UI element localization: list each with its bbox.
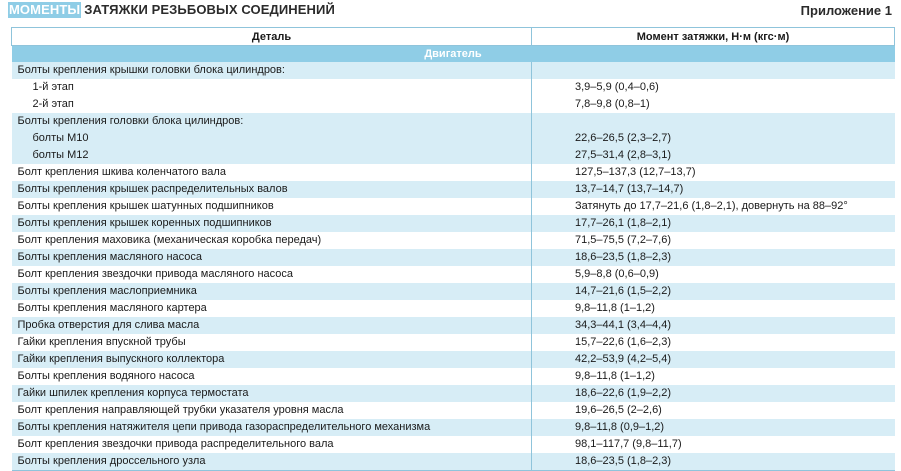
table-row: [12, 402, 895, 419]
table-row: [12, 198, 895, 215]
table-row: [12, 181, 895, 198]
torque-cell: 22,6–26,5 (2,3–2,7): [532, 130, 895, 147]
section-title: Двигатель: [12, 46, 895, 63]
page-header: [0, 0, 901, 20]
torque-cell: 98,1–117,7 (9,8–11,7): [532, 436, 895, 453]
detail-cell: Болт крепления маховика (механическая коробка передач): [12, 232, 532, 249]
table-row: [12, 283, 895, 300]
detail-cell: Болты крепления маслоприемника: [12, 283, 532, 300]
section-row: [12, 46, 895, 63]
detail-cell: 2-й этап: [12, 96, 532, 113]
torque-cell: 9,8–11,8 (1–1,2): [532, 300, 895, 317]
torque-cell: 13,7–14,7 (13,7–14,7): [532, 181, 895, 198]
table-row: [12, 147, 895, 164]
torque-cell: 9,8–11,8 (1–1,2): [532, 368, 895, 385]
torque-table: [11, 27, 895, 471]
table-row: [12, 300, 895, 317]
table-header-row: [12, 28, 895, 46]
detail-cell: Пробка отверстия для слива масла: [12, 317, 532, 334]
table-row: [12, 351, 895, 368]
torque-cell: 5,9–8,8 (0,6–0,9): [532, 266, 895, 283]
detail-cell: 1-й этап: [12, 79, 532, 96]
detail-cell: Болты крепления крышек шатунных подшипников: [12, 198, 532, 215]
detail-cell: Болты крепления водяного насоса: [12, 368, 532, 385]
table-row: [12, 113, 895, 130]
detail-cell: Болты крепления масляного насоса: [12, 249, 532, 266]
torque-cell: 127,5–137,3 (12,7–13,7): [532, 164, 895, 181]
table-row: [12, 453, 895, 471]
table-row: [12, 249, 895, 266]
table-row: [12, 334, 895, 351]
torque-cell: 18,6–23,5 (1,8–2,3): [532, 249, 895, 266]
detail-cell: Болты крепления крышки головки блока цилиндров:: [12, 62, 532, 79]
table-row: [12, 164, 895, 181]
torque-cell: 27,5–31,4 (2,8–3,1): [532, 147, 895, 164]
detail-cell: Болт крепления направляющей трубки указателя уровня масла: [12, 402, 532, 419]
detail-cell: Болты крепления крышек коренных подшипников: [12, 215, 532, 232]
column-header-torque: Момент затяжки, Н·м (кгс·м): [532, 28, 895, 46]
torque-cell: 9,8–11,8 (0,9–1,2): [532, 419, 895, 436]
detail-cell: болты М10: [12, 130, 532, 147]
detail-cell: Болт крепления звездочки привода масляного насоса: [12, 266, 532, 283]
torque-cell: 42,2–53,9 (4,2–5,4): [532, 351, 895, 368]
detail-cell: Гайки шпилек крепления корпуса термостата: [12, 385, 532, 402]
column-header-detail: Деталь: [12, 28, 532, 46]
torque-cell: [532, 62, 895, 79]
detail-cell: Гайки крепления выпускного коллектора: [12, 351, 532, 368]
torque-cell: 71,5–75,5 (7,2–7,6): [532, 232, 895, 249]
table-row: [12, 368, 895, 385]
table-body: [12, 46, 895, 471]
torque-cell: [532, 113, 895, 130]
table-row: [12, 79, 895, 96]
title-highlight: МОМЕНТЫ: [9, 2, 81, 17]
page-title: [8, 2, 335, 18]
table-row: [12, 232, 895, 249]
title-text: ЗАТЯЖКИ РЕЗЬБОВЫХ СОЕДИНЕНИЙ: [84, 2, 335, 17]
table-row: [12, 96, 895, 113]
torque-cell: 18,6–23,5 (1,8–2,3): [532, 453, 895, 471]
detail-cell: Болты крепления натяжителя цепи привода газораспределительного механизма: [12, 419, 532, 436]
detail-cell: Гайки крепления впускной трубы: [12, 334, 532, 351]
torque-cell: 3,9–5,9 (0,4–0,6): [532, 79, 895, 96]
detail-cell: Болты крепления дроссельного узла: [12, 453, 532, 471]
table-row: [12, 266, 895, 283]
torque-cell: 7,8–9,8 (0,8–1): [532, 96, 895, 113]
detail-cell: Болты крепления масляного картера: [12, 300, 532, 317]
table-row: [12, 317, 895, 334]
torque-cell: 19,6–26,5 (2–2,6): [532, 402, 895, 419]
torque-cell: 14,7–21,6 (1,5–2,2): [532, 283, 895, 300]
torque-cell: 15,7–22,6 (1,6–2,3): [532, 334, 895, 351]
table-row: [12, 62, 895, 79]
torque-cell: Затянуть до 17,7–21,6 (1,8–2,1), довернуть на 88–92°: [532, 198, 895, 215]
appendix-label: Приложение 1: [800, 3, 892, 18]
torque-cell: 34,3–44,1 (3,4–4,4): [532, 317, 895, 334]
detail-cell: болты М12: [12, 147, 532, 164]
torque-cell: 18,6–22,6 (1,9–2,2): [532, 385, 895, 402]
detail-cell: Болты крепления крышек распределительных валов: [12, 181, 532, 198]
detail-cell: Болт крепления шкива коленчатого вала: [12, 164, 532, 181]
table-row: [12, 436, 895, 453]
table-row: [12, 419, 895, 436]
detail-cell: Болты крепления головки блока цилиндров:: [12, 113, 532, 130]
detail-cell: Болт крепления звездочки привода распределительного вала: [12, 436, 532, 453]
table-row: [12, 130, 895, 147]
table-row: [12, 385, 895, 402]
table-row: [12, 215, 895, 232]
torque-cell: 17,7–26,1 (1,8–2,1): [532, 215, 895, 232]
